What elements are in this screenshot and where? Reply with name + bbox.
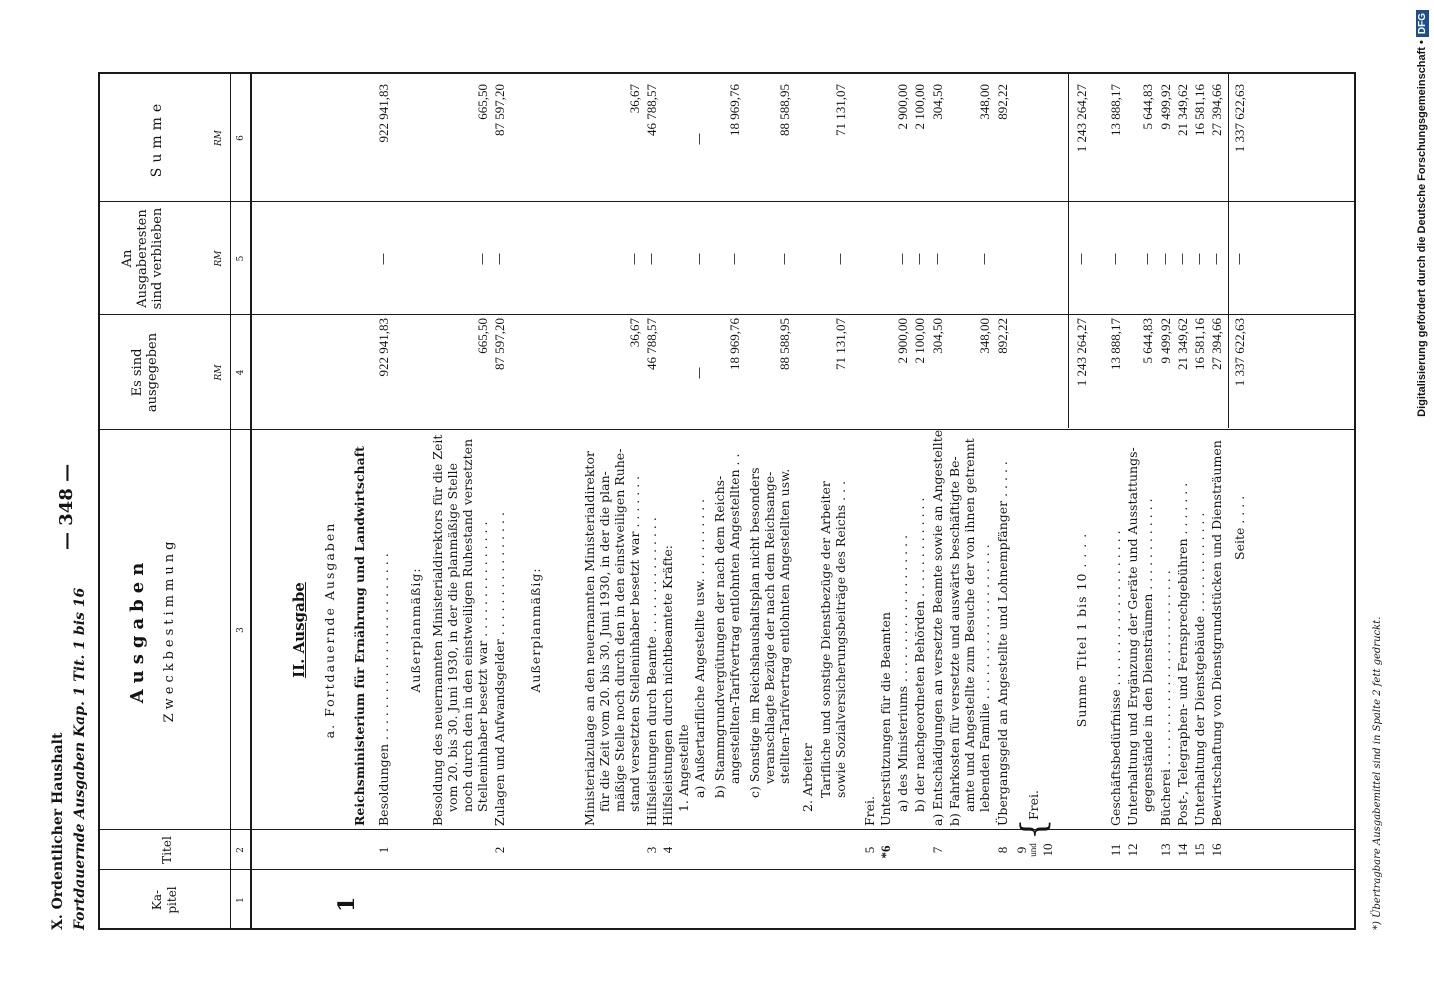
summe-rule — [1068, 74, 1069, 428]
r7a-summe: 304,50 — [930, 84, 945, 120]
colnum-rule — [230, 72, 231, 930]
titel-6: *6 — [878, 845, 893, 859]
r4-1b-summe: 18 969,76 — [727, 84, 742, 136]
r13-summe: 9 499,92 — [1158, 84, 1173, 130]
r13-ausgegeben: 9 499,92 — [1158, 318, 1173, 364]
seite-summe: 1 337 622,63 — [1232, 84, 1247, 153]
r11-reste: — — [1108, 253, 1122, 265]
col-rule-kapitel — [98, 869, 1356, 870]
titel-und: und — [1028, 843, 1038, 857]
r9-10-frei: Frei. — [1026, 789, 1041, 820]
r6a-summe: 2 900,00 — [895, 84, 910, 130]
ap2-ausgegeben: 36,67 — [627, 318, 642, 348]
footnote: *) Übertragbare Ausgabemittel sind in Spalte 2 fett gedruckt. — [1372, 616, 1383, 930]
haushalt-heading: X. Ordentlicher Haushalt — [50, 732, 66, 930]
seite-label: Seite . . . . — [1232, 495, 1247, 560]
arbeiter-label: 2. Arbeiter — [800, 743, 815, 812]
kapitel-heading: Fortdauernde Ausgaben Kap. 1 Tit. 1 bis 16 — [72, 587, 88, 930]
seite-reste: — — [1232, 253, 1246, 265]
summe-summe: 1 243 264,27 — [1074, 84, 1089, 153]
col-head-ausgegeben: Es sind ausgegeben — [130, 332, 160, 413]
table-right-rule — [98, 72, 1356, 74]
ap1-text-3: noch durch den in den einstweiligen Ruhestand versetzten — [460, 438, 475, 812]
r15-reste: — — [1192, 253, 1206, 265]
r8-summe: 892,22 — [995, 84, 1010, 120]
r16-reste: — — [1209, 253, 1223, 265]
page-number: — 348 — — [56, 463, 77, 550]
ap2-text-2: für die Zeit vom 20. bis 30. Juni 1930, in der die plan- — [597, 471, 612, 812]
rm-label-5: RM — [214, 250, 224, 267]
ap2-reste: — — [627, 253, 641, 265]
colnum-4: 4 — [236, 369, 246, 376]
col-rule-reste — [98, 201, 1356, 202]
brace-icon: { — [1014, 818, 1054, 840]
r7a-ausgegeben: 304,50 — [930, 318, 945, 354]
titel-5: 5 — [862, 846, 877, 854]
titel-13: 13 — [1158, 843, 1173, 857]
colnum-3: 3 — [236, 627, 246, 633]
titel-15: 15 — [1192, 843, 1207, 857]
r13-reste: — — [1158, 253, 1172, 265]
col-rule-titel — [98, 829, 1356, 830]
r12-summe: 5 644,83 — [1140, 84, 1155, 130]
col-head-kapitel: Ka- pitel — [150, 886, 179, 914]
r4-1a-reste: — — [692, 253, 706, 265]
colnum-5: 5 — [236, 255, 246, 262]
r14-reste: — — [1175, 253, 1189, 265]
r4-2-summe: 71 131,07 — [833, 84, 848, 136]
titel-2: 2 — [492, 846, 507, 854]
summe-label: Summe Titel 1 bis 10 . . . . — [1074, 532, 1089, 728]
col-rule-ausgegeben — [98, 314, 1356, 315]
r7b-reste: — — [977, 253, 991, 265]
seite-ausgegeben: 1 337 622,63 — [1232, 318, 1247, 387]
hilfsleistungen-kraefte-label: Hilfsleistungen durch nichtbeamtete Kräfte: — [660, 544, 675, 826]
r4-1a-ausgegeben: — — [692, 367, 706, 379]
r7b-text-3: lebenden Familie . . . . . . . . . . . . . . . . . . . . — [977, 544, 992, 812]
r6a-text: a) des Ministeriums . . . . . . . . . . . . . . . . . . . — [895, 534, 910, 812]
titel-7: 7 — [930, 846, 945, 854]
r7b-summe: 348,00 — [977, 84, 992, 120]
r7b-ausgegeben: 348,00 — [977, 318, 992, 354]
r5-frei: Frei. — [862, 795, 877, 826]
r4-2-text-1: Tarifliche und sonstige Dienstbezüge der Arbeiter — [818, 481, 833, 798]
ap2-text-1: Ministerialzulage an den neuernannten Ministerialdirektor — [582, 451, 597, 826]
r2-summe: 87 597,20 — [492, 84, 507, 136]
r11-summe: 13 888,17 — [1108, 84, 1123, 136]
col-rule-text — [98, 429, 1356, 430]
dfg-logo: DFG — [1416, 10, 1429, 37]
ap2-label: Außerplanmäßig: — [528, 567, 543, 693]
col-head-titel: Titel — [160, 836, 174, 864]
r1-summe: 922 941,83 — [376, 84, 391, 143]
r15-ausgegeben: 16 581,16 — [1192, 318, 1207, 370]
r16-ausgegeben: 27 394,66 — [1209, 318, 1224, 370]
seite-rule — [1228, 74, 1229, 428]
r4-1c-reste: — — [777, 253, 791, 265]
titel-1: 1 — [376, 846, 391, 854]
uebergangsgeld-label: Übergangsgeld an Angestellte und Lohnempfänger . . . . . — [995, 461, 1010, 826]
r4-1a-text: a) Außertarifliche Angestellte usw. . . . . . . . . . . — [692, 498, 707, 798]
r6a-reste: — — [895, 253, 909, 265]
ap1-text-1: Besoldung des neuernannten Ministerialdirektors für die Zeit — [430, 434, 445, 826]
ap1-text-4: Stelleninhaber besetzt war . . . . . . . . . . . . . . . — [475, 521, 490, 812]
rm-label-6: RM — [214, 130, 224, 146]
dfg-credit-text: Digitalisierung gefördert durch die Deutsche Forschungsgemeinschaft • — [1416, 40, 1428, 417]
r3-summe: 46 788,57 — [644, 84, 659, 136]
r8-ausgegeben: 892,22 — [995, 318, 1010, 354]
r4-1c-text-2: veranschlagte Bezüge der nach dem Reichsange- — [762, 471, 777, 784]
titel-14: 14 — [1175, 843, 1190, 857]
col-head-ausgaben: Ausgaben — [127, 556, 148, 704]
titel-8: 8 — [995, 846, 1010, 854]
r6b-text: b) der nachgeordneten Behörden . . . . . . . . . . . . . — [912, 497, 927, 812]
angestellte-label: 1. Angestellte — [676, 724, 691, 812]
postgebuehren-label: Post-, Telegraphen- und Fernsprechgebühren . . . . . . . — [1175, 482, 1190, 826]
r14-ausgegeben: 21 349,62 — [1175, 318, 1190, 370]
buecherei-label: Bücherei . . . . . . . . . . . . . . . . . . . . . . . . . — [1158, 570, 1173, 826]
ministerium-heading: Reichsministerium für Ernährung und Landwirtschaft — [352, 446, 367, 826]
section-ausgabe: II. Ausgabe — [290, 582, 308, 678]
r4-1b-text-2: angestellten-Tarifvertrag entlohnten Angestellten . . — [727, 453, 742, 784]
r3-ausgegeben: 46 788,57 — [644, 318, 659, 370]
r12-reste: — — [1140, 253, 1154, 265]
ap2-text-4: stand versetzten Stelleninhaber besetzt war . . . . . . . — [627, 475, 642, 812]
zulagen-label: Zulagen und Aufwandsgelder . . . . . . . . . . . . . . . . — [492, 512, 507, 826]
r1-ausgegeben: 922 941,83 — [376, 318, 391, 377]
titel-12: 12 — [1125, 843, 1140, 857]
rm-label-4: RM — [214, 364, 224, 381]
titel-3: 3 — [644, 846, 659, 854]
dfg-credit-strip — [1410, 10, 1434, 990]
r4-1b-ausgegeben: 18 969,76 — [727, 318, 742, 370]
r7a-text: a) Entschädigungen an versetzte Beamte sowie an Angestellte — [930, 429, 945, 826]
col-head-zweck: Zweckbestimmung — [162, 537, 177, 723]
titel-10: 10 — [1040, 843, 1055, 857]
r2-ausgegeben: 87 597,20 — [492, 318, 507, 370]
r11-ausgegeben: 13 888,17 — [1108, 318, 1123, 370]
titel-4: 4 — [660, 846, 675, 854]
ap1-summe: 665,50 — [475, 84, 490, 120]
r6b-reste: — — [912, 253, 926, 265]
ap2-text-3: mäßige Stelle noch durch den in den einstweiligen Ruhe- — [612, 448, 627, 812]
r4-1b-reste: — — [727, 253, 741, 265]
r12-text-1: Unterhaltung und Ergänzung der Geräte und Ausstattungs- — [1125, 447, 1140, 826]
r12-ausgegeben: 5 644,83 — [1140, 318, 1155, 364]
hilfsleistungen-beamte-label: Hilfsleistungen durch Beamte . . . . . . . . . . . . . . . — [644, 517, 659, 826]
geschaeftsbeduerfnisse-label: Geschäftsbedürfnisse . . . . . . . . . . . . . . . . . . . . — [1108, 530, 1123, 826]
colnum-6: 6 — [236, 135, 246, 141]
r4-1c-summe: 88 588,95 — [777, 84, 792, 136]
unterstuetzungen-label: Unterstützungen für die Beamten — [878, 612, 893, 826]
r12-text-2: gegenstände in den Diensträumen . . . . . . . . . . . . — [1140, 498, 1155, 812]
r2-reste: — — [492, 253, 506, 265]
r4-2-text-2: sowie Sozialversicherungsbeiträge des Reichs . . . — [833, 480, 848, 798]
r6a-ausgegeben: 2 900,00 — [895, 318, 910, 364]
summe-reste: — — [1074, 253, 1088, 265]
titel-11: 11 — [1108, 843, 1123, 857]
r3-reste: — — [644, 253, 658, 265]
dienstgebaeude-label: Unterhaltung der Dienstgebäude . . . . . . . . . . . . . — [1192, 512, 1207, 826]
ap1-reste: — — [475, 253, 489, 265]
r1-reste: — — [376, 253, 390, 265]
summe-ausgegeben: 1 243 264,27 — [1074, 318, 1089, 387]
titel-16: 16 — [1209, 843, 1224, 857]
r4-1c-text-3: stellten-Tarifvertrag entlohnten Angestellten usw. — [777, 468, 792, 784]
colnum-1: 1 — [236, 897, 246, 903]
r7b-text-1: b) Fahrkosten für versetzte und auswärts beschäftigte Be- — [947, 456, 962, 826]
r6b-summe: 2 100,00 — [912, 84, 927, 130]
besoldungen-label: Besoldungen . . . . . . . . . . . . . . . . . . . . . . . . — [376, 553, 391, 826]
ap1-ausgegeben: 665,50 — [475, 318, 490, 354]
colnum-2: 2 — [236, 847, 246, 853]
r7b-text-2: amte und Angestellte zum Besuche der von ihnen getrennt — [962, 438, 977, 812]
kapitel-number: 1 — [334, 896, 360, 912]
r4-2-reste: — — [833, 253, 847, 265]
bewirtschaftung-label: Bewirtschaftung von Dienstgrundstücken und Diensträumen — [1209, 440, 1224, 826]
table-left-rule — [98, 928, 1356, 930]
ap1-label: Außerplanmäßig: — [408, 567, 423, 693]
r4-1c-text-1: c) Sonstige im Reichshaushaltsplan nicht besonders — [747, 467, 762, 798]
ap2-summe: 36,67 — [627, 84, 642, 114]
ap1-text-2: vom 20. bis 30. Juni 1930, in der die planmäßige Stelle — [445, 463, 460, 812]
r15-summe: 16 581,16 — [1192, 84, 1207, 136]
section-fortdauernde: a. Fortdauernde Ausgaben — [322, 521, 337, 739]
col-head-summe: Summe — [149, 98, 165, 178]
r14-summe: 21 349,62 — [1175, 84, 1190, 136]
r4-1a-summe: — — [692, 133, 706, 145]
r4-1b-text-1: b) Stammgrundvergütungen der nach dem Reichs- — [712, 475, 727, 798]
titel-9: 9 — [1014, 846, 1029, 854]
col-head-reste: An Ausgaberesten sind verblieben — [120, 207, 165, 310]
r7a-reste: — — [930, 253, 944, 265]
r4-1c-ausgegeben: 88 588,95 — [777, 318, 792, 370]
r16-summe: 27 394,66 — [1209, 84, 1224, 136]
r6b-ausgegeben: 2 100,00 — [912, 318, 927, 364]
r4-2-ausgegeben: 71 131,07 — [833, 318, 848, 370]
